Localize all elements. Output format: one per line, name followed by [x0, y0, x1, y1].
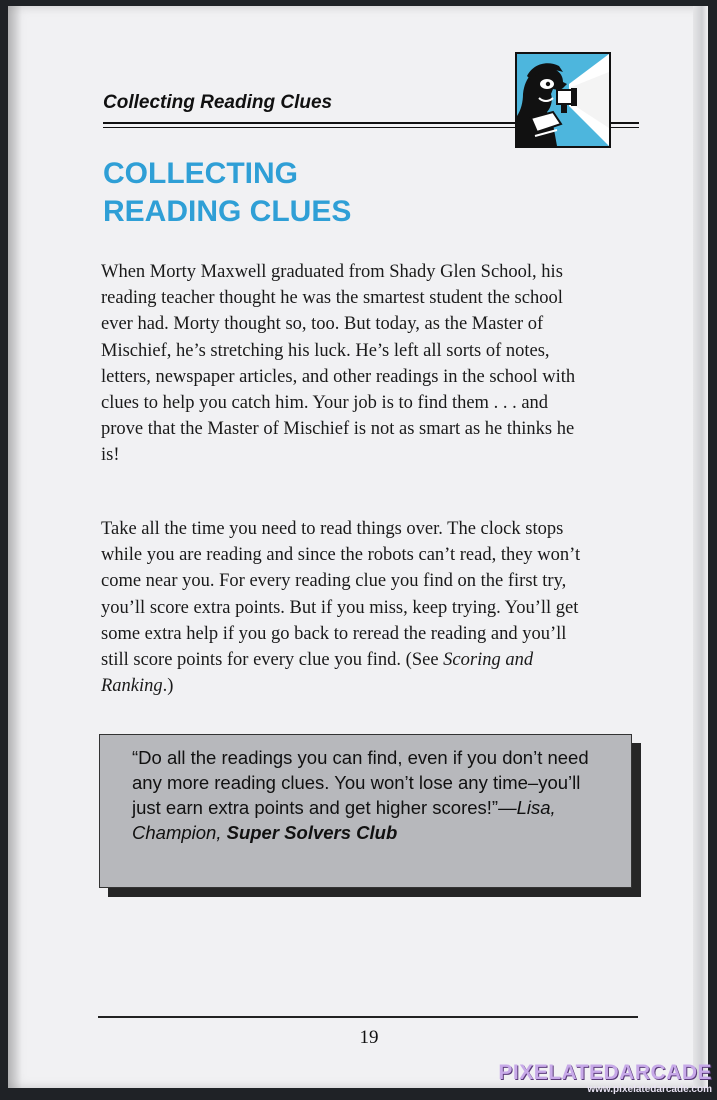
tip-quote-box	[99, 734, 632, 888]
page-title	[103, 155, 351, 231]
paragraph-text	[101, 516, 591, 699]
body-paragraph-1	[101, 259, 591, 469]
running-head: Collecting Reading Clues	[103, 92, 333, 113]
quote-club-name: Super Solvers Club	[226, 822, 398, 843]
page-edge	[693, 6, 708, 1088]
footer-rule	[98, 1016, 638, 1018]
page-spine-shadow	[8, 6, 22, 1088]
paragraph-main-text: Take all the time you need to read things over. The clock stops while you are reading and since the robots can’t read, they won’t come near you. For every reading clue you find on the first try, you’ll score extra points. But if you miss, keep trying. You’ll get some extra help if you go back to reread the reading and you’ll still score points for every clue you find. (See	[101, 519, 581, 671]
quote-attribution: —Lisa, Champion,	[132, 797, 556, 843]
body-paragraph-2	[101, 516, 591, 699]
watermark-url: www.pixelatedarcade.com	[587, 1084, 712, 1095]
paragraph-end-text: .)	[162, 676, 174, 697]
detective-flashlight-logo-icon	[515, 52, 611, 148]
watermark-title: PIXELATEDARCADE	[498, 1061, 712, 1084]
cross-reference: Scoring and Ranking	[101, 650, 534, 697]
site-watermark	[498, 1062, 712, 1096]
paragraph-text: When Morty Maxwell graduated from Shady Glen School, his reading teacher thought he was the smartest student the school ever had. Morty thought so, too. But today, as the Master of Mischief, he’s stretching his luck. He’s left all sorts of notes, letters, newspaper articles, and other readings in the school with clues to help you catch him. Your job is to find them . . . and prove that the Master of Mischief is not as smart as he thinks he is!	[101, 262, 576, 466]
quote-text: “Do all the readings you can find, even if you don’t need any more reading clues. You won’t lose any time–you’ll just earn extra points and get higher scores!”	[132, 747, 589, 818]
page-number: 19	[359, 1027, 379, 1048]
page-title-line2: READING CLUES	[103, 195, 352, 228]
page-title-line1: COLLECTING	[103, 157, 298, 190]
